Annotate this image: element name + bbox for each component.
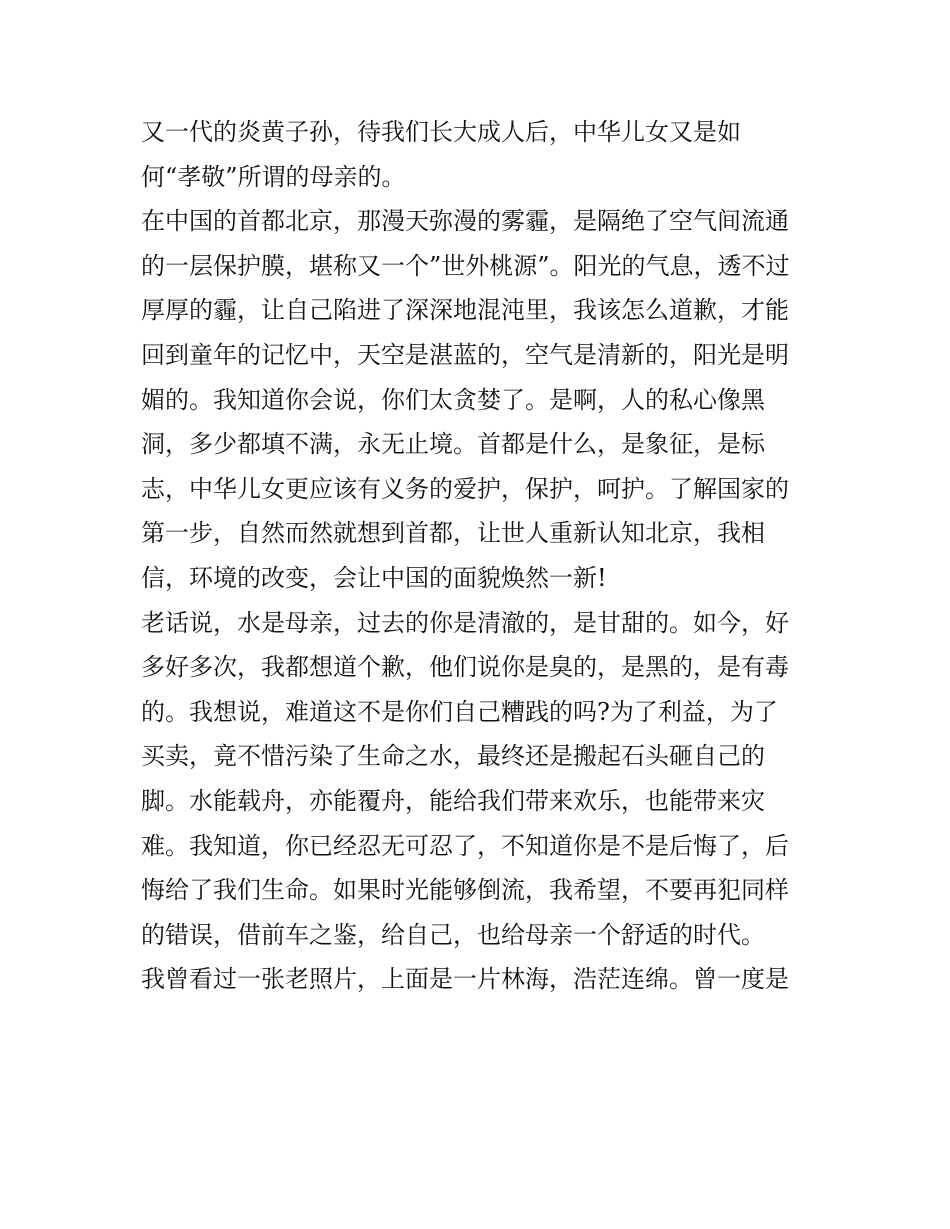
text-line: 信，环境的改变，会让中国的面貌焕然一新! — [141, 563, 607, 592]
text-line: 悔给了我们生命。如果时光能够倒流，我希望，不要再犯同样 — [141, 876, 789, 905]
text-line: 脚。水能载舟，亦能覆舟，能给我们带来欢乐，也能带来灾 — [141, 786, 765, 815]
text-line: 买卖，竟不惜污染了生命之水，最终还是搬起石头砸自己的 — [141, 742, 765, 771]
text-line: 多好多次，我都想道个歉，他们说你是臭的，是黑的，是有毒 — [141, 653, 789, 682]
text-line: 难。我知道，你已经忍无可忍了，不知道你是不是后悔了，后 — [141, 831, 789, 860]
text-line: 媚的。我知道你会说，你们太贪婪了。是啊，人的私心像黑 — [141, 385, 765, 414]
text-line: 志，中华儿女更应该有义务的爱护，保护，呵护。了解国家的 — [141, 474, 789, 503]
text-line: 的错误，借前车之鉴，给自己，也给母亲一个舒适的时代。 — [141, 920, 765, 949]
text-line: 洞，多少都填不满，永无止境。首都是什么，是象征，是标 — [141, 430, 765, 459]
text-line: 回到童年的记忆中，天空是湛蓝的，空气是清新的，阳光是明 — [141, 340, 789, 369]
text-line: 何“孝敬”所谓的母亲的。 — [141, 162, 406, 191]
text-line: 我曾看过一张老照片，上面是一片林海，浩茫连绵。曾一度是 — [141, 965, 789, 994]
text-line: 厚厚的霾，让自己陷进了深深地混沌里，我该怎么道歉，才能 — [141, 296, 789, 325]
text-line: 的。我想说，难道这不是你们自己糟践的吗?为了利益，为了 — [141, 697, 778, 726]
text-line: 第一步，自然而然就想到首都，让世人重新认知北京，我相 — [141, 519, 765, 548]
text-line: 老话说，水是母亲，过去的你是清澈的，是甘甜的。如今，好 — [141, 608, 789, 637]
text-line: 的一层保护膜，堪称又一个”世外桃源”。阳光的气息，透不过 — [141, 251, 790, 280]
text-line: 又一代的炎黄子孙，待我们长大成人后，中华儿女又是如 — [141, 118, 741, 146]
text-line: 在中国的首都北京，那漫天弥漫的雾霾，是隔绝了空气间流通 — [141, 207, 789, 236]
body-text — [141, 110, 821, 1002]
